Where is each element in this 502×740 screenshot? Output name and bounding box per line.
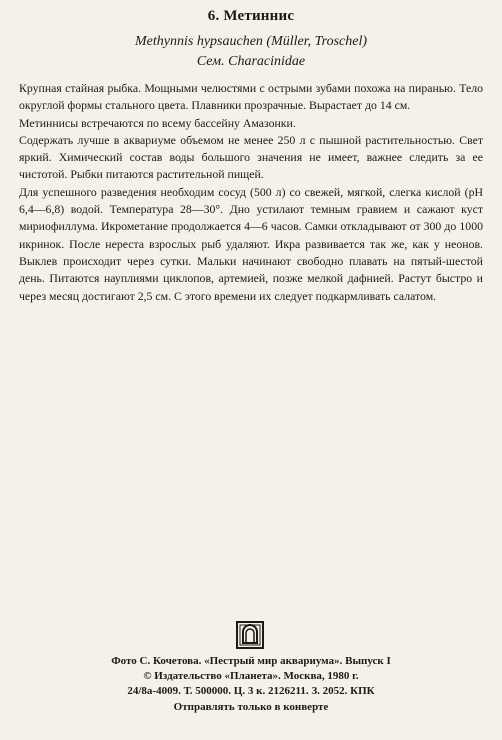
paragraph-appearance: Крупная стайная рыбка. Мощными челюстями с острыми зубами похожа на пиранью. Тело округлой формы стального цвета. Плавники прозрачные. Вырастает до 14 см.	[19, 81, 483, 113]
family-name: Сем. Characinidae	[196, 54, 306, 69]
imprint-print-info: 24/8а-4009. Т. 500000. Ц. 3 к. 2126211. З. 2052. КПК	[127, 685, 375, 698]
description-text	[19, 80, 483, 305]
paragraph-breeding: Для успешного разведения необходим сосуд (500 л) со свежей, мягкой, слегка кислой (pH 6,4—6,8) водой. Температура 28—30°. Дно устилают темным гравием и сажают куст мириофиллума. Икрометание продолжается 4—6 часов. Самки откладывают от 300 до 1000 икринок. После нереста взрослых рыб удаляют. Икра развивается так же, как у неонов. Выклев происходит через сутки. Мальки начинают свободно плавать на пятый-шестой день. Питаются науплиями циклопов, артемией, позже мелкой дафнией. Растут быстро и через месяц достигают 2,5 см. С этого времени их следует подкармливать салатом.	[19, 184, 483, 303]
page-title: 6. Метиннис	[207, 8, 295, 24]
imprint-publisher: © Издательство «Планета». Москва, 1980 г.	[143, 670, 359, 683]
imprint-mailing-note: Отправлять только в конверте	[173, 700, 329, 713]
paragraph-keeping: Содержать лучше в аквариуме объемом не менее 250 л с пышной растительностью. Свет яркий. Химический состав воды большого значения не имеет, важнее следить за ее чистотой. Рыбки питаются растительной пищей.	[19, 132, 483, 182]
latin-name: Methynnis hypsauchen (Müller, Troschel)	[135, 34, 367, 49]
imprint-photo-credit: Фото С. Кочетова. «Пестрый мир аквариума». Выпуск I	[111, 655, 391, 667]
imprint	[0, 654, 502, 715]
paragraph-habitat: Метиннисы встречаются по всему бассейну Амазонки.	[19, 115, 296, 130]
publisher-logo-icon	[236, 621, 264, 649]
